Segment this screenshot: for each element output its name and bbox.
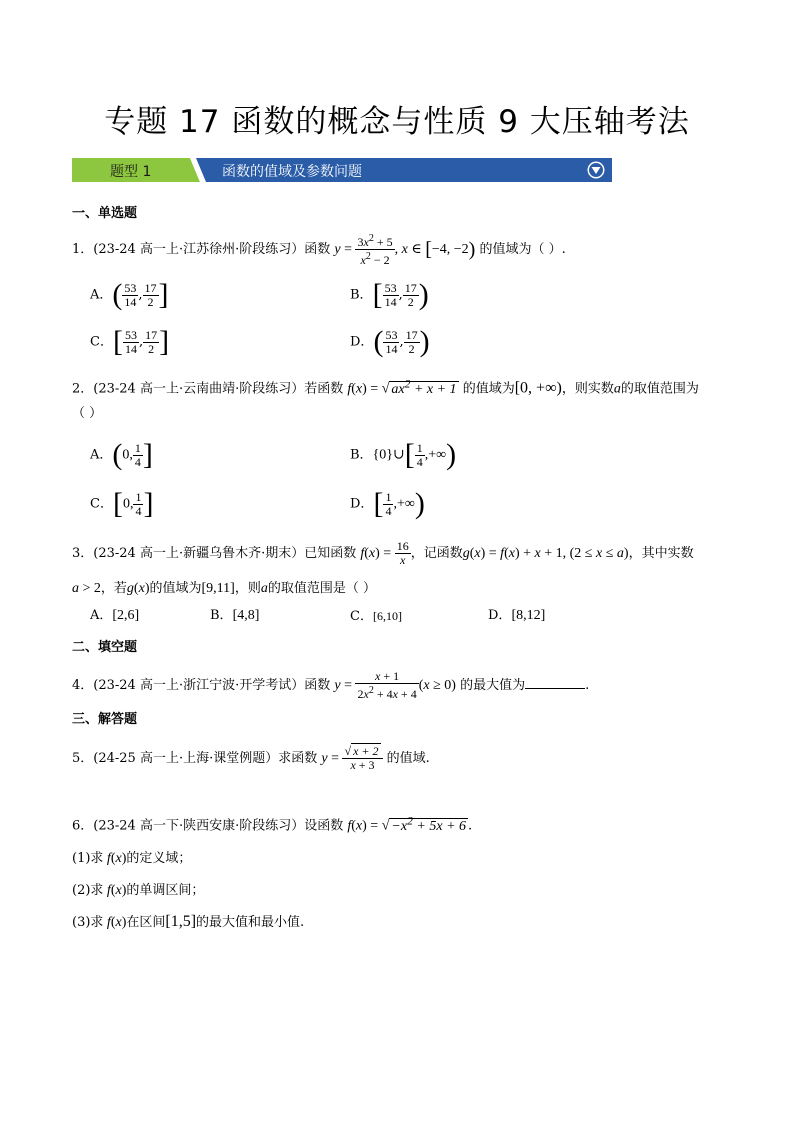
- q1-stem-suffix: 的值域为（ ）.: [479, 242, 566, 257]
- section-banner: [72, 158, 612, 182]
- q2-option-d[interactable]: D．[ $\frac{1}{4}$ ,+∞): [350, 487, 425, 520]
- question-3-stem: 3．(23-24 高一上·新疆乌鲁木齐·期末）已知函数 f(x) = $\frac{16}{x}$ ，记函数g(x) = f(x) + x + 1, (2 ≤ x ≤ a)，其中实数: [72, 539, 694, 567]
- q1-option-a[interactable]: A．( $\frac{53}{14}$ , $\frac{17}{2}$ ]: [90, 278, 169, 311]
- q2-option-b[interactable]: B．{0}∪[ $\frac{1}{4}$ ,+∞): [350, 438, 457, 471]
- chevron-down-icon[interactable]: [587, 161, 605, 179]
- q3-option-c[interactable]: C．[6,10]: [350, 609, 402, 624]
- question-6-part-1: (1)求 f(x)的定义域；: [72, 851, 192, 866]
- question-3-stem-cont: a > 2，若g(x)的值域为[9,11]，则a的取值范围是（ ）: [72, 581, 376, 596]
- q3-option-a[interactable]: A．[2,6]: [90, 608, 140, 623]
- q1-option-d[interactable]: D．( $\frac{53}{14}$ , $\frac{17}{2}$ ): [350, 325, 430, 358]
- section-heading-fill-blank: 二、填空题: [72, 640, 138, 655]
- question-4-stem: 4．(23-24 高一上·浙江宁波·开学考试）函数 y = $\frac{x + 1}{2x^2 + 4x + 4}$ (x ≥ 0) 的最大值为 .: [72, 669, 590, 701]
- section-heading-solution: 三、解答题: [72, 712, 138, 727]
- question-6-part-2: (2)求 f(x)的单调区间；: [72, 883, 205, 898]
- q1-stem-prefix: 1．(23-24 高一上·江苏徐州·阶段练习）函数: [72, 242, 331, 257]
- question-5-stem: 5．(24-25 高一上·上海·课堂例题）求函数 y = $\frac{√ x + 2}{x + 3}$ 的值域.: [72, 744, 430, 772]
- question-6-part-3: (3)求 f(x)在区间[1,5]的最大值和最小值.: [72, 913, 305, 930]
- q1-option-c[interactable]: C．[ $\frac{53}{14}$ , $\frac{17}{2}$ ]: [90, 325, 170, 358]
- question-6-stem: 6．(23-24 高一下·陕西安康·阶段练习）设函数 f(x) = √ $-x^2 + 5x + 6$ .: [72, 814, 473, 834]
- section-heading-single-choice: 一、单选题: [72, 206, 138, 221]
- question-1-stem: 1．(23-24 高一上·江苏徐州·阶段练习）函数 y = $\frac{3x^2 + 5}{x^2 - 2}$ , x ∈ [−4, −2) 的值域为（ ）.: [72, 233, 566, 267]
- page-title: 专题 17 函数的概念与性质 9 大压轴考法: [104, 104, 690, 140]
- q3-option-d[interactable]: D．[8,12]: [488, 608, 546, 623]
- question-2-stem: 2．(23-24 高一上·云南曲靖·阶段练习）若函数 f(x) = √ $ax^2 + x + 1$ 的值域为[0, +∞)，则实数a的取值范围为: [72, 377, 699, 397]
- q2-option-a[interactable]: A．(0, $\frac{1}{4}$ ]: [90, 438, 153, 471]
- banner-type-label: 题型 1: [110, 164, 152, 180]
- q1-option-b[interactable]: B．[ $\frac{53}{14}$ , $\frac{17}{2}$ ): [350, 278, 429, 311]
- q2-option-c[interactable]: C．[0, $\frac{1}{4}$ ]: [90, 487, 154, 520]
- question-2-stem-cont: （ ）: [72, 406, 103, 421]
- banner-topic: 函数的值域及参数问题: [222, 164, 362, 180]
- q3-option-b[interactable]: B．[4,8]: [210, 608, 260, 623]
- answer-blank[interactable]: [525, 688, 585, 689]
